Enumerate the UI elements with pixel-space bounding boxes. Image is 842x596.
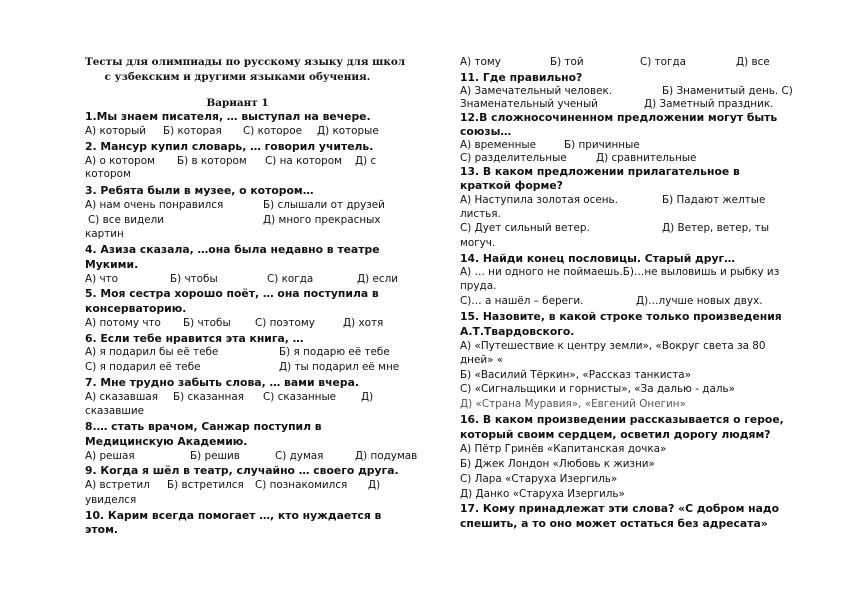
q16-option-c: С) Лара «Старуха Изергиль» xyxy=(460,473,618,485)
question-16: 16. В каком произведении рассказывается о герое, xyxy=(460,413,784,426)
q6-option-b: Б) я подарю её тебе xyxy=(279,346,390,358)
q7-option-b: Б) сказанная xyxy=(173,391,244,403)
q12-option-c: С) разделительные xyxy=(460,152,567,164)
q14-option-a-b: А) … ни одного не поймаешь.Б)…не выловишь и рыбку из xyxy=(460,266,780,278)
q7-option-d: Д) xyxy=(361,391,374,403)
q5-option-a: А) потому что xyxy=(85,317,161,329)
q8-option-a: А) решая xyxy=(85,450,135,462)
question-12-continued: союзы… xyxy=(460,125,512,138)
q7-option-a: А) сказавшая xyxy=(85,391,158,403)
q10-option-a: А) тому xyxy=(460,56,501,68)
variant-heading: Вариант 1 xyxy=(206,97,269,109)
q13-option-c: С) Дует сильный ветер. xyxy=(460,222,590,234)
q16-option-d: Д) Данко «Старуха Изергиль» xyxy=(460,488,625,500)
q13-option-b: Б) Падают желтые xyxy=(662,194,766,206)
q14-option-d: Д)…лучше новых двух. xyxy=(636,295,763,307)
q3-option-c: С) все видели xyxy=(88,214,164,226)
q9-option-d: Д) xyxy=(368,479,381,491)
question-7: 7. Мне трудно забыть слова, … вами вчера. xyxy=(85,376,359,389)
q4-option-a: А) что xyxy=(85,273,119,285)
q9-option-b: Б) встретился xyxy=(167,479,244,491)
q5-option-b: Б) чтобы xyxy=(183,317,231,329)
q7-option-c: С) сказанные xyxy=(263,391,337,403)
question-4-continued: Мукими. xyxy=(85,258,139,271)
question-13: 13. В каком предложении прилагательное в xyxy=(460,165,740,178)
question-6: 6. Если тебе нравится эта книга, … xyxy=(85,332,304,345)
question-8: 8.… стать врачом, Санжар поступил в xyxy=(85,420,322,433)
question-10: 10. Карим всегда помогает …, кто нуждается в xyxy=(85,509,382,522)
q8-option-b: Б) решив xyxy=(190,450,240,462)
q10-option-d: Д) все xyxy=(736,56,770,68)
question-5: 5. Моя сестра хорошо поёт, … она поступила в xyxy=(85,287,379,300)
q1-option-d: Д) которые xyxy=(317,125,379,137)
q2-option-b: Б) в котором xyxy=(177,155,247,167)
question-2: 2. Мансур купил словарь, … говорил учитель. xyxy=(85,140,374,153)
q11-option-a: А) Замечательный человек. xyxy=(460,85,613,97)
q6-option-d: Д) ты подарил её мне xyxy=(279,361,400,373)
question-3: 3. Ребята были в музее, о котором… xyxy=(85,184,314,197)
title-line-2: с узбекским и другими языками обучения. xyxy=(104,71,371,83)
q15-option-c: С) «Сигнальщики и горнисты», «За далью - даль» xyxy=(460,383,735,395)
q9-option-a: А) встретил xyxy=(85,479,150,491)
q3-option-a: А) нам очень понравился xyxy=(85,199,224,211)
q15-option-a-continued: дней» « xyxy=(460,354,504,366)
question-5-continued: консерваторию. xyxy=(85,302,187,315)
question-16-continued: который своим сердцем, осветил дорогу людям? xyxy=(460,428,771,441)
q3-option-d: Д) много прекрасных xyxy=(263,214,381,226)
q12-option-a: А) временные xyxy=(460,139,536,151)
q14-option-b-continued: пруда. xyxy=(460,280,497,292)
question-12: 12.В сложносочиненном предложении могут быть xyxy=(460,111,778,124)
question-15-continued: А.Т.Твардовского. xyxy=(460,325,575,338)
q6-option-a: А) я подарил бы её тебе xyxy=(85,346,219,358)
q8-option-d: Д) подумав xyxy=(355,450,418,462)
q4-option-b: Б) чтобы xyxy=(170,273,218,285)
q1-option-a: А) который xyxy=(85,125,147,137)
q1-option-b: Б) которая xyxy=(163,125,222,137)
q2-option-a: А) о котором xyxy=(85,155,155,167)
q11-option-c: Знаменательный ученый xyxy=(460,98,598,110)
q2-option-c: С) на котором xyxy=(265,155,342,167)
q7-option-d-continued: сказавшие xyxy=(85,405,145,417)
question-17: 17. Кому принадлежат эти слова? «С добром надо xyxy=(460,502,780,515)
q4-option-c: С) когда xyxy=(267,273,314,285)
q2-option-d-continued: котором xyxy=(85,168,131,180)
q6-option-c: С) я подарил её тебе xyxy=(85,361,201,373)
question-8-continued: Медицинскую Академию. xyxy=(85,435,248,448)
q13-option-d-continued: могуч. xyxy=(460,237,496,249)
q1-option-c: С) которое xyxy=(243,125,303,137)
q5-option-c: С) поэтому xyxy=(255,317,315,329)
q5-option-d: Д) хотя xyxy=(343,317,384,329)
q11-option-b: Б) Знаменитый день. С) xyxy=(662,85,793,97)
question-1: 1.Мы знаем писателя, … выступал на вечере. xyxy=(85,110,371,123)
q13-option-a: А) Наступила золотая осень. xyxy=(460,194,618,206)
question-9: 9. Когда я шёл в театр, случайно … своего друга. xyxy=(85,464,399,477)
question-4: 4. Азиза сказала, …она была недавно в театре xyxy=(85,243,380,256)
title-line-1: Тесты для олимпиады по русскому языку для школ xyxy=(85,56,406,68)
q3-option-b: Б) слышали от друзей xyxy=(263,199,385,211)
q3-option-d-continued: картин xyxy=(85,228,124,240)
q16-option-a: А) Пётр Гринёв «Капитанская дочка» xyxy=(460,443,667,455)
q10-option-b: Б) той xyxy=(550,56,584,68)
q14-option-c: С)… а нашёл – береги. xyxy=(460,295,584,307)
q12-option-d: Д) сравнительные xyxy=(596,152,697,164)
q2-option-d: Д) с xyxy=(355,155,377,167)
q16-option-b: Б) Джек Лондон «Любовь к жизни» xyxy=(460,458,655,470)
question-13-continued: краткой форме? xyxy=(460,179,563,192)
q9-option-c: С) познакомился xyxy=(255,479,348,491)
q15-option-d: Д) «Страна Муравия», «Евгений Онегин» xyxy=(460,398,686,410)
question-10-continued: этом. xyxy=(85,523,119,536)
q11-option-d: Д) Заметный праздник. xyxy=(644,98,774,110)
q4-option-d: Д) если xyxy=(357,273,398,285)
q15-option-b: Б) «Василий Тёркин», «Рассказ танкиста» xyxy=(460,369,691,381)
question-11: 11. Где правильно? xyxy=(460,71,583,84)
question-17-continued: спешить, а то оно может остаться без адресата» xyxy=(460,517,768,530)
q8-option-c: С) думая xyxy=(275,450,324,462)
q9-option-d-continued: увиделся xyxy=(85,494,137,506)
question-15: 15. Назовите, в какой строке только произведения xyxy=(460,310,782,323)
q10-option-c: С) тогда xyxy=(640,56,687,68)
q13-option-d: Д) Ветер, ветер, ты xyxy=(662,222,770,234)
q13-option-b-continued: листья. xyxy=(460,208,501,220)
q15-option-a: А) «Путешествие к центру земли», «Вокруг света за 80 xyxy=(460,340,766,352)
q12-option-b: Б) причинные xyxy=(564,139,640,151)
question-14: 14. Найди конец пословицы. Старый друг… xyxy=(460,252,735,265)
